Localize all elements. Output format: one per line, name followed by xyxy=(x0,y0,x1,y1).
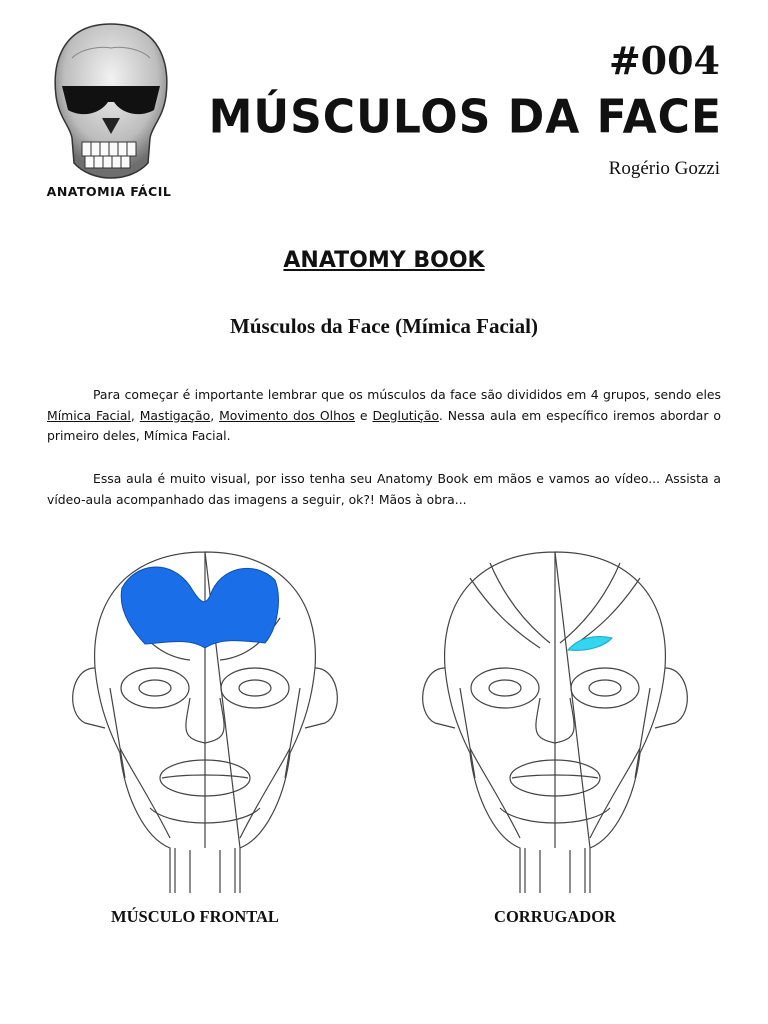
skull-icon xyxy=(22,18,200,188)
link-mimica-facial[interactable]: Mímica Facial xyxy=(47,407,131,423)
caption-musculo-frontal: MÚSCULO FRONTAL xyxy=(111,907,279,926)
paragraph-text: Para começar é importante lembrar que os músculos da face são divididos em 4 grupos, sendo eles xyxy=(93,387,721,402)
caption-corrugador: CORRUGADOR xyxy=(494,907,616,926)
logo-caption: ANATOMIA FÁCIL xyxy=(46,184,172,199)
link-movimento-olhos[interactable]: Movimento dos Olhos xyxy=(219,407,355,423)
skull-logo xyxy=(22,18,200,208)
section-subtitle: Músculos da Face (Mímica Facial) xyxy=(230,314,538,338)
separator: , xyxy=(130,407,140,423)
page-title: MÚSCULOS DA FACE xyxy=(208,90,722,145)
paragraph-text: . Nessa aula em específico iremos abordar o primeiro deles, Mímica Facial. xyxy=(47,407,721,443)
frontal-muscle-illustration xyxy=(50,548,360,898)
link-degluticao[interactable]: Deglutição xyxy=(372,407,439,423)
intro-paragraph xyxy=(47,385,721,447)
book-title: ANATOMY BOOK xyxy=(283,248,485,273)
separator: , xyxy=(210,407,220,423)
issue-number: #004 xyxy=(608,38,720,83)
corrugator-muscle-illustration xyxy=(400,548,710,898)
author-name: Rogério Gozzi xyxy=(608,158,720,179)
separator: e xyxy=(354,407,373,423)
video-paragraph: Essa aula é muito visual, por isso tenha seu Anatomy Book em mãos e vamos ao vídeo... Assista a vídeo-aula acompanhado das imagens a seguir, ok?! Mãos à obra... xyxy=(47,471,721,507)
link-mastigacao[interactable]: Mastigação xyxy=(139,407,211,423)
